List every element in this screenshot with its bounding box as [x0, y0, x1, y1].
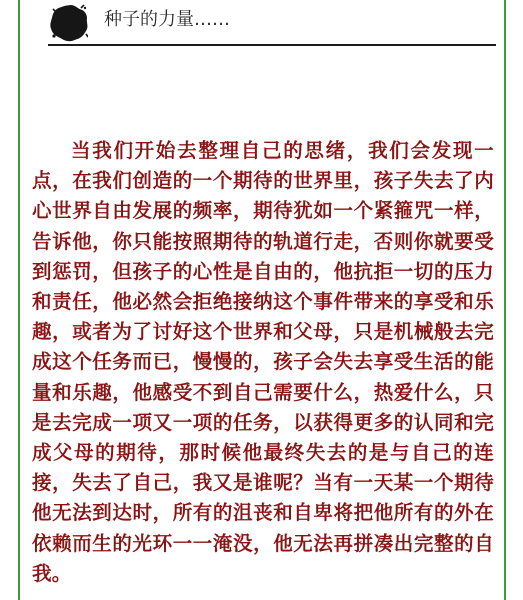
seed-blob-icon — [50, 4, 88, 42]
left-border — [18, 0, 20, 600]
header-title: 种子的力量…… — [104, 9, 230, 30]
article-paragraph: 当我们开始去整理自己的思绪，我们会发现一点，在我们创造的一个期待的世界里，孩子失去了内心世界自由发展的频率，期待犹如一个紧箍咒一样，告诉他，你只能按照期待的轨道行走，否则你就要受到惩罚，但孩子的心性是自由的，他抗拒一切的压力和责任，他必然会拒绝接纳这个事件带来的享受和乐趣，或者为了讨好这个世界和父母，只是机械般去完成这个任务而已，慢慢的，孩子会失去享受生活的能量和乐趣，他感受不到自己需要什么，热爱什么，只是去完成一项又一项的任务，以获得更多的认同和完成父母的期待，那时候他最终失去的是与自己的连接，失去了自己，我又是谁呢？当有一天某一个期待他无法到达时，所有的沮丧和自卑将把他所有的外在依赖而生的光环一一淹没，他无法再拼凑出完整的自我。 — [32, 139, 494, 585]
right-border — [504, 0, 506, 600]
header-divider — [48, 44, 496, 46]
section-header — [48, 0, 498, 48]
